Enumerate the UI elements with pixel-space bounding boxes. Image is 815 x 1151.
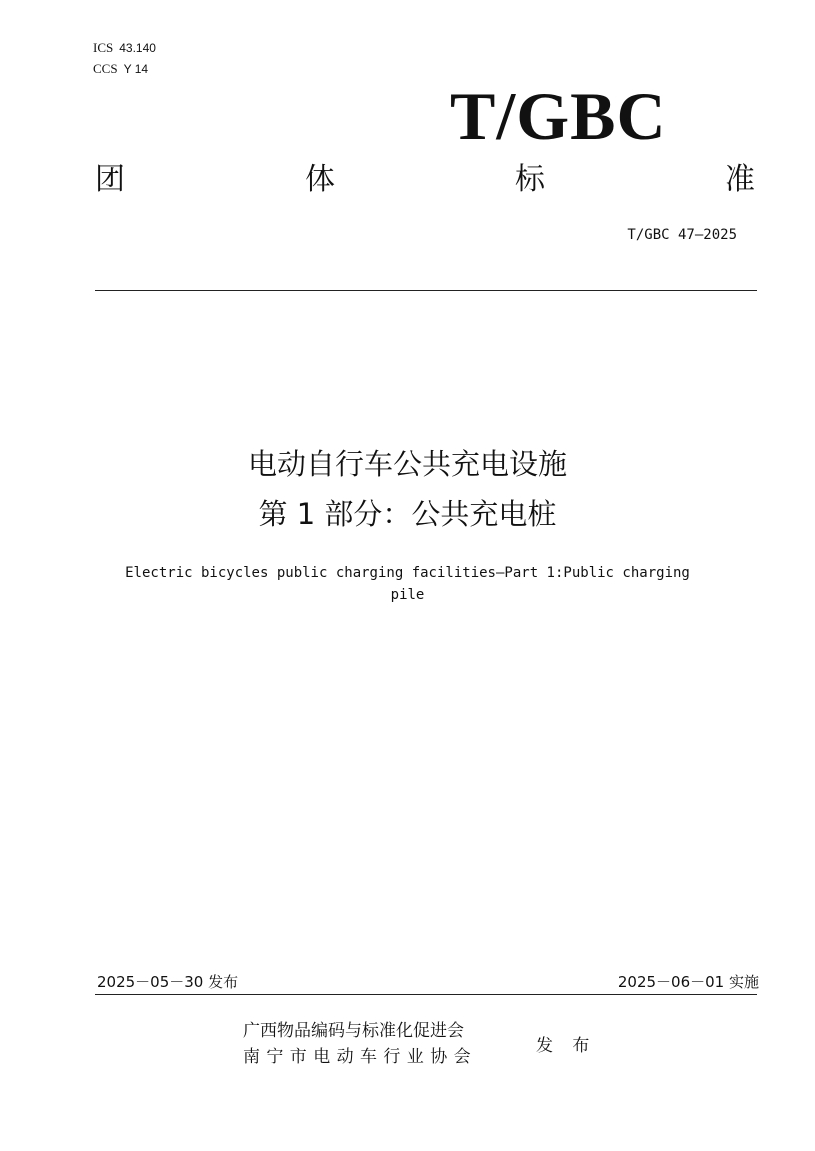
ics-classification — [93, 40, 156, 56]
ccs-label: CCS — [93, 61, 118, 76]
standard-type — [95, 160, 755, 200]
title-cn-line2: 第 1 部分：公共充电桩 — [258, 497, 557, 531]
publisher-1: 广西物品编码与标准化促进会 — [243, 1021, 464, 1041]
standard-number: T/GBC 47—2025 — [627, 227, 737, 243]
implementation-date: 2025－06－01 实施 — [617, 973, 759, 991]
standard-type-char: 准 — [725, 162, 755, 197]
standard-type-char: 体 — [305, 162, 335, 197]
top-divider — [95, 290, 757, 291]
title-en: Electric bicycles public charging facilities—Part 1:Public charging pile — [125, 565, 690, 603]
ccs-code: Y 14 — [123, 62, 149, 76]
title-cn-line1: 电动自行车公共充电设施 — [247, 447, 567, 481]
ics-label: ICS — [93, 40, 114, 55]
bottom-divider — [95, 994, 757, 995]
publisher-2: 南宁市电动车行业协会 — [243, 1047, 477, 1067]
standard-logo: T/GBC — [450, 78, 667, 154]
ccs-classification — [93, 61, 148, 77]
standard-type-char: 团 — [95, 162, 125, 197]
standard-type-char: 标 — [515, 162, 545, 197]
ics-code: 43.140 — [119, 41, 156, 55]
publish-label: 发 布 — [536, 1036, 590, 1056]
issue-date: 2025－05－30 发布 — [97, 973, 239, 991]
